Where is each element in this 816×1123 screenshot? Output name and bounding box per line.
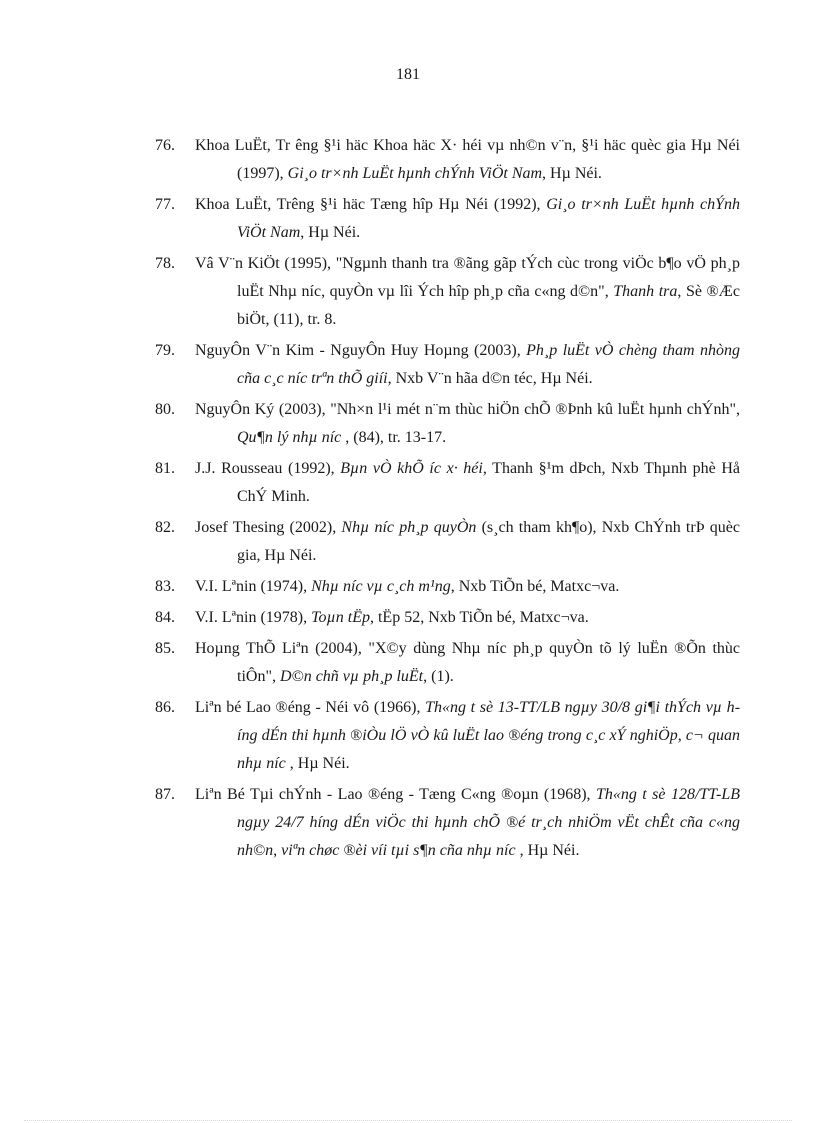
page-bottom-rule	[24, 1120, 792, 1121]
reference-title: Nhµ níc ph¸p quyÒn	[341, 519, 477, 536]
reference-text: (s¸ch tham kh¶o), Nxb ChÝnh trÞ quèc gia, Hµ Néi.	[237, 519, 740, 564]
reference-number: 76.	[155, 137, 175, 154]
reference-text: Khoa LuËt, Tr êng §¹i häc Khoa häc X· héi vµ nh©n v¨n, §¹i häc quèc gia Hµ Néi (1997),	[195, 137, 740, 182]
reference-number: 87.	[155, 786, 175, 803]
reference-text: , Hµ Néi.	[542, 165, 602, 182]
reference-text: J.J. Rousseau (1992),	[195, 460, 341, 477]
reference-text: , Thanh §¹m dÞch, Nxb Thµnh phè Hå ChÝ Minh.	[237, 460, 741, 505]
reference-number: 80.	[155, 401, 175, 418]
reference-text: V.I. Lªnin (1978),	[195, 609, 312, 626]
reference-title: Bµn vÒ khÕ íc x· héi	[340, 460, 483, 477]
reference-entry	[155, 191, 740, 247]
reference-text: , (1).	[423, 668, 454, 685]
reference-number: 84.	[155, 609, 175, 626]
reference-title: Gi¸o tr×nh LuËt hµnh chÝnh ViÖt Nam	[237, 196, 741, 241]
reference-text: , Nxb V¨n hãa d©n téc, Hµ Néi.	[387, 370, 593, 387]
reference-text: Hoµng ThÕ Liªn (2004), "X©y dùng Nhµ níc ph¸p quyÒn tõ lý luËn ®Õn thùc tiÔn",	[195, 640, 740, 685]
reference-number: 83.	[155, 578, 175, 595]
reference-text: Josef Thesing (2002),	[195, 519, 342, 536]
reference-title: Ph¸p luËt vÒ chèng tham nhòng cña c¸c níc trªn thÕ giíi	[237, 342, 740, 387]
reference-text: , Hµ Néi.	[515, 842, 580, 859]
reference-text: NguyÔn V¨n Kim - NguyÔn Huy Hoµng (2003),	[195, 342, 527, 359]
reference-entry	[155, 337, 740, 393]
reference-number: 78.	[155, 255, 175, 272]
reference-number: 81.	[155, 460, 175, 477]
reference-title: Qu¶n lý nhµ níc	[237, 429, 342, 446]
reference-text: Liªn bé Lao ®éng - Néi vô (1966),	[195, 699, 426, 716]
reference-entry	[155, 781, 740, 865]
reference-entry	[155, 132, 740, 188]
reference-list	[155, 132, 740, 868]
reference-text: , Hµ Néi.	[300, 224, 361, 241]
reference-title: Th«ng t sè 13-TT/LB ngµy 30/8 gi¶i thÝch vµ híng dÉn thi hµnh ®iÒu lÖ vÒ kû luËt lao ®éng trong c¸c xÝ nghiÖp, c¬ quan nhµ níc	[237, 699, 741, 772]
reference-number: 77.	[155, 196, 175, 213]
reference-text: , tËp 52, Nxb TiÕn bé, Matxc¬va.	[369, 609, 589, 626]
reference-title: Toµn tËp	[311, 609, 370, 626]
reference-entry	[155, 250, 740, 334]
reference-title: Thanh tra	[613, 283, 678, 300]
reference-number: 79.	[155, 342, 175, 359]
reference-text: NguyÔn Ký (2003), "Nh×n l¹i mét n¨m thùc hiÖn chÕ ®Þnh kû luËt hµnh chÝnh",	[195, 401, 740, 418]
reference-text: , Sè ®Æc biÖt, (11), tr. 8.	[237, 283, 741, 328]
reference-number: 85.	[155, 640, 175, 657]
reference-entry	[155, 455, 740, 511]
reference-entry	[155, 694, 740, 778]
reference-title: Nhµ níc vµ c¸ch m¹ng	[311, 578, 451, 595]
reference-entry	[155, 573, 740, 601]
reference-text: , (84), tr. 13-17.	[341, 429, 447, 446]
reference-entry	[155, 396, 740, 452]
reference-text: Vâ V¨n KiÖt (1995), "Ngµnh thanh tra ®ãng gãp tÝch cùc trong viÖc b¶o vÖ ph¸p luËt Nhµ níc, quyÒn vµ lîi Ých hîp ph¸p cña c«ng d©n",	[195, 255, 740, 300]
reference-text: Khoa LuËt, Trêng §¹i häc Tæng hîp Hµ Néi (1992),	[195, 196, 547, 213]
reference-title: Th«ng t sè 128/TT-LB ngµy 24/7 híng dÉn viÖc thi hµnh chÕ ®é tr¸ch nhiÖm vËt chÊt cña c«ng nh©n, viªn chøc ®èi víi tµi s¶n cña nhµ níc	[237, 786, 740, 859]
reference-title: Gi¸o tr×nh LuËt hµnh chÝnh ViÖt Nam	[287, 165, 543, 182]
page-number: 181	[396, 66, 420, 83]
reference-text: V.I. Lªnin (1974),	[195, 578, 312, 595]
reference-number: 86.	[155, 699, 175, 716]
reference-title: D©n chñ vµ ph¸p luËt	[279, 668, 424, 685]
reference-text: , Hµ Néi.	[285, 755, 350, 772]
reference-entry	[155, 604, 740, 632]
reference-number: 82.	[155, 519, 175, 536]
reference-text: Liªn Bé Tµi chÝnh - Lao ®éng - Tæng C«ng ®oµn (1968),	[195, 786, 596, 803]
reference-entry	[155, 635, 740, 691]
reference-text: , Nxb TiÕn bé, Matxc¬va.	[450, 578, 620, 595]
reference-entry	[155, 514, 740, 570]
